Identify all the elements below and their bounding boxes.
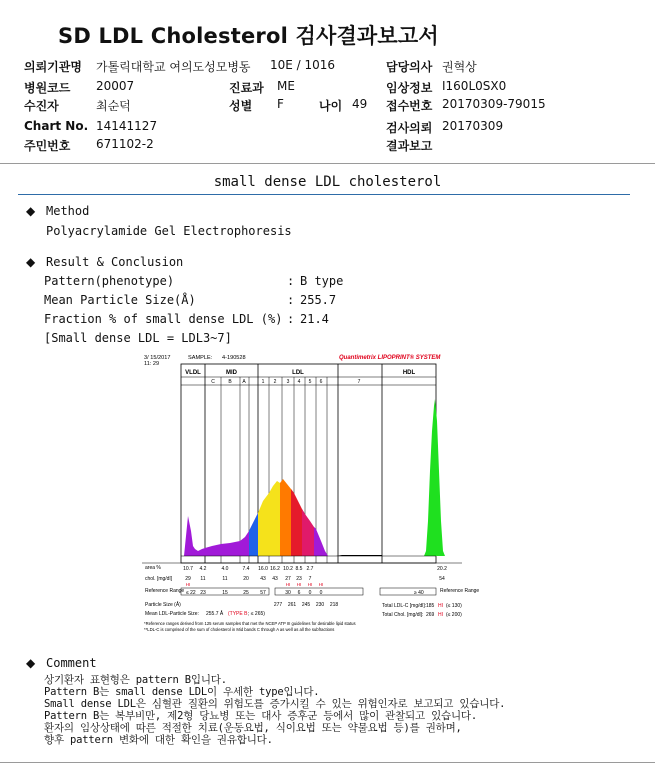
diamond-bullet-icon: ◆: [26, 656, 36, 670]
doctor-value: 권혁상: [442, 60, 477, 74]
footnote-2: **LDL-C is comprised of the sum of cholesterol in Mid bands C through A as well as all the subfractions: [144, 627, 335, 632]
chol-value: 7: [308, 576, 312, 582]
hi-flag: HI: [185, 582, 191, 587]
chol-value: 20: [243, 576, 249, 582]
receipt-label: 접수번호: [386, 99, 433, 113]
ref-label: Reference Range: [145, 588, 185, 594]
sample-value: 4-190528: [222, 355, 246, 361]
group-label: LDL: [292, 370, 304, 376]
ref-value: 57: [260, 590, 266, 596]
hdl-peak: [424, 399, 445, 556]
section-title: small dense LDL cholesterol: [213, 174, 442, 190]
area-value: 10.2: [283, 566, 293, 572]
lipoprint-report: [142, 351, 480, 634]
result-row-label: Mean Particle Size(Å): [44, 293, 196, 307]
dept-value: ME: [277, 79, 295, 93]
chol-value: 54: [439, 576, 445, 582]
particle-size: 245: [301, 602, 311, 608]
comment-line: Pattern B는 복부비만, 제2형 당뇨병 또는 대사 증후군 등에서 많이 관찰되고 있습니다.: [44, 710, 477, 722]
band-label: A: [242, 379, 246, 385]
comment-line: 환자의 임상상태에 따른 적절한 치료(운동요법, 식이요법 또는 약물요법 등)를 권하며,: [44, 722, 462, 734]
institution-value: 가톨릭대학교 여의도성모병동: [96, 60, 251, 74]
dept-label: 진료과: [229, 81, 264, 95]
mean-label: Mean LDL-Particle Size:: [145, 611, 199, 617]
area-value: 7.4: [242, 566, 250, 572]
ref-value: 15: [222, 590, 228, 596]
total-chol-ref: (≤ 200): [446, 612, 462, 618]
result-row-sep: :: [287, 274, 295, 288]
system-name: Quantimetrix LIPOPRINT® SYSTEM: [339, 355, 441, 361]
band-label: 4: [297, 379, 301, 385]
ward-value: 10E / 1016: [270, 58, 336, 72]
collector-label: 수진자: [24, 99, 59, 113]
ref-value: 23: [200, 590, 206, 596]
divider: [0, 163, 655, 164]
result-note: [Small dense LDL = LDL3~7]: [44, 331, 232, 345]
institution-label: 의뢰기관명: [24, 60, 82, 74]
chol-value: 11: [222, 576, 228, 582]
ref-box-right: [380, 588, 436, 595]
vldl-peak: [184, 516, 205, 556]
chol-value: 23: [296, 576, 302, 582]
diamond-bullet-icon: ◆: [26, 255, 36, 269]
area-value: 8.5: [295, 566, 303, 572]
rrn-value: 671102-2: [96, 137, 154, 151]
chol-label: chol. [mg/dl]: [145, 576, 172, 582]
total-chol-value: 269: [426, 612, 435, 618]
band-label: 5: [308, 379, 312, 385]
rrn-label: 주민번호: [24, 139, 71, 153]
band-label: 3: [286, 379, 290, 385]
band-label: 1: [261, 379, 265, 385]
comment-line: Small dense LDL은 심혈관 질환의 위험도를 증가시킬 수 있는 위험인자로 보고되고 있습니다.: [44, 698, 506, 710]
bottom-divider: [0, 762, 655, 763]
chol-value: 43: [272, 576, 278, 582]
chart-no-label: Chart No.: [24, 119, 89, 133]
mean-suffix: ; ≤ 265): [248, 611, 265, 617]
comment-line: 향후 pattern 변화에 대한 확인을 권유합니다.: [44, 734, 273, 746]
area-value: 4.0: [221, 566, 229, 572]
result-heading: Result & Conclusion: [46, 255, 184, 269]
hi-flag: HI: [318, 582, 324, 587]
ref-value: 30: [285, 590, 291, 596]
ldl5-peak: [314, 527, 328, 556]
particle-size: 277: [273, 602, 283, 608]
total-ldl-hi: HI: [438, 603, 443, 609]
result-row-sep: :: [287, 293, 295, 307]
comment-line: Pattern B는 small dense LDL이 우세한 type입니다.: [44, 686, 320, 698]
band-label: 7: [357, 379, 361, 385]
mean-value: 255.7 Å: [206, 611, 224, 617]
collector-value: 최순덕: [96, 99, 131, 113]
chol-value: 11: [200, 576, 206, 582]
result-report-label: 결과보고: [386, 139, 433, 153]
total-ldl-label: Total LDL-C [mg/dl]:: [382, 603, 427, 609]
result-row-value: 21.4: [300, 312, 329, 326]
method-heading: Method: [46, 204, 90, 218]
result-row-value: 255.7: [300, 293, 337, 307]
section-divider: [18, 194, 630, 195]
area-value: 16.0: [258, 566, 268, 572]
group-label: MID: [226, 370, 237, 376]
area-value: 16.2: [270, 566, 280, 572]
method-text: Polyacrylamide Gel Electrophoresis: [46, 224, 292, 238]
sample-label: SAMPLE:: [188, 355, 213, 361]
ref-value: 25: [243, 590, 249, 596]
clinical-value: I160L0SX0: [442, 79, 507, 93]
result-row-value: B type: [300, 274, 344, 288]
footnote-1: *Reference ranges derived from 125 serum samples that met the NCEP ATP III guidelines for desirable lipid status: [144, 621, 356, 626]
particle-size: 261: [287, 602, 297, 608]
band-label: B: [228, 379, 232, 385]
chol-value: 43: [260, 576, 266, 582]
age-label: 나이: [319, 99, 343, 113]
ref-left-value: ≤ 22: [186, 590, 196, 596]
diamond-bullet-icon: ◆: [26, 204, 36, 218]
band-label: 6: [319, 379, 323, 385]
area-value: 2.7: [306, 566, 314, 572]
chol-value: 29: [185, 576, 191, 582]
hospital-code-label: 병원코드: [24, 81, 71, 95]
particle-label: Particle Size (Å): [145, 602, 181, 608]
ldl1-peak: [258, 481, 282, 556]
result-row-label: Pattern(phenotype): [44, 274, 175, 288]
report-time: 11: 29: [144, 361, 160, 367]
result-row-sep: :: [287, 312, 295, 326]
ref-right-value: ≥ 40: [414, 590, 424, 596]
particle-size: 230: [315, 602, 325, 608]
total-ldl-ref: (≤ 130): [446, 603, 462, 609]
band-label: C: [211, 379, 215, 385]
area-value: 4.2: [199, 566, 207, 572]
comment-heading: Comment: [46, 656, 97, 670]
ldl4-peak: [302, 509, 316, 556]
particle-size: 218: [329, 602, 339, 608]
comment-line: 상기환자 표현형은 pattern B입니다.: [44, 674, 227, 686]
mean-type: (TYPE B: [228, 611, 248, 617]
report-title: SD LDL Cholesterol 검사결과보고서: [58, 24, 439, 48]
request-label: 검사의뢰: [386, 121, 433, 135]
hi-flag: HI: [285, 582, 291, 587]
clinical-label: 임상정보: [386, 81, 433, 95]
ref-value: 0: [308, 590, 312, 596]
group-label: VLDL: [185, 370, 201, 376]
total-ldl-value: 185: [426, 603, 435, 609]
receipt-value: 20170309-79015: [442, 97, 546, 111]
sex-label: 성별: [229, 99, 253, 113]
sex-value: F: [277, 97, 284, 111]
report-date: 3/ 15/2017: [144, 355, 171, 361]
ref-value: 0: [319, 590, 323, 596]
request-value: 20170309: [442, 119, 504, 133]
ref-value: 6: [297, 590, 301, 596]
area-value: 10.7: [183, 566, 193, 572]
group-label: HDL: [402, 370, 416, 376]
area-label: area %: [145, 565, 161, 571]
doctor-label: 담당의사: [386, 60, 433, 74]
result-row-label: Fraction % of small dense LDL (%): [44, 312, 283, 326]
band-label: 2: [273, 379, 277, 385]
total-chol-label: Total Chol. [mg/dl]:: [382, 612, 424, 618]
chart-no-value: 14141127: [96, 119, 158, 133]
ref-label-right: Reference Range: [440, 588, 480, 594]
total-chol-hi: HI: [438, 612, 443, 618]
area-value: 20.2: [437, 566, 447, 572]
hospital-code-value: 20007: [96, 79, 135, 93]
hi-flag: HI: [296, 582, 302, 587]
chol-value: 27: [285, 576, 291, 582]
age-value: 49: [352, 97, 368, 111]
hi-flag: HI: [307, 582, 313, 587]
